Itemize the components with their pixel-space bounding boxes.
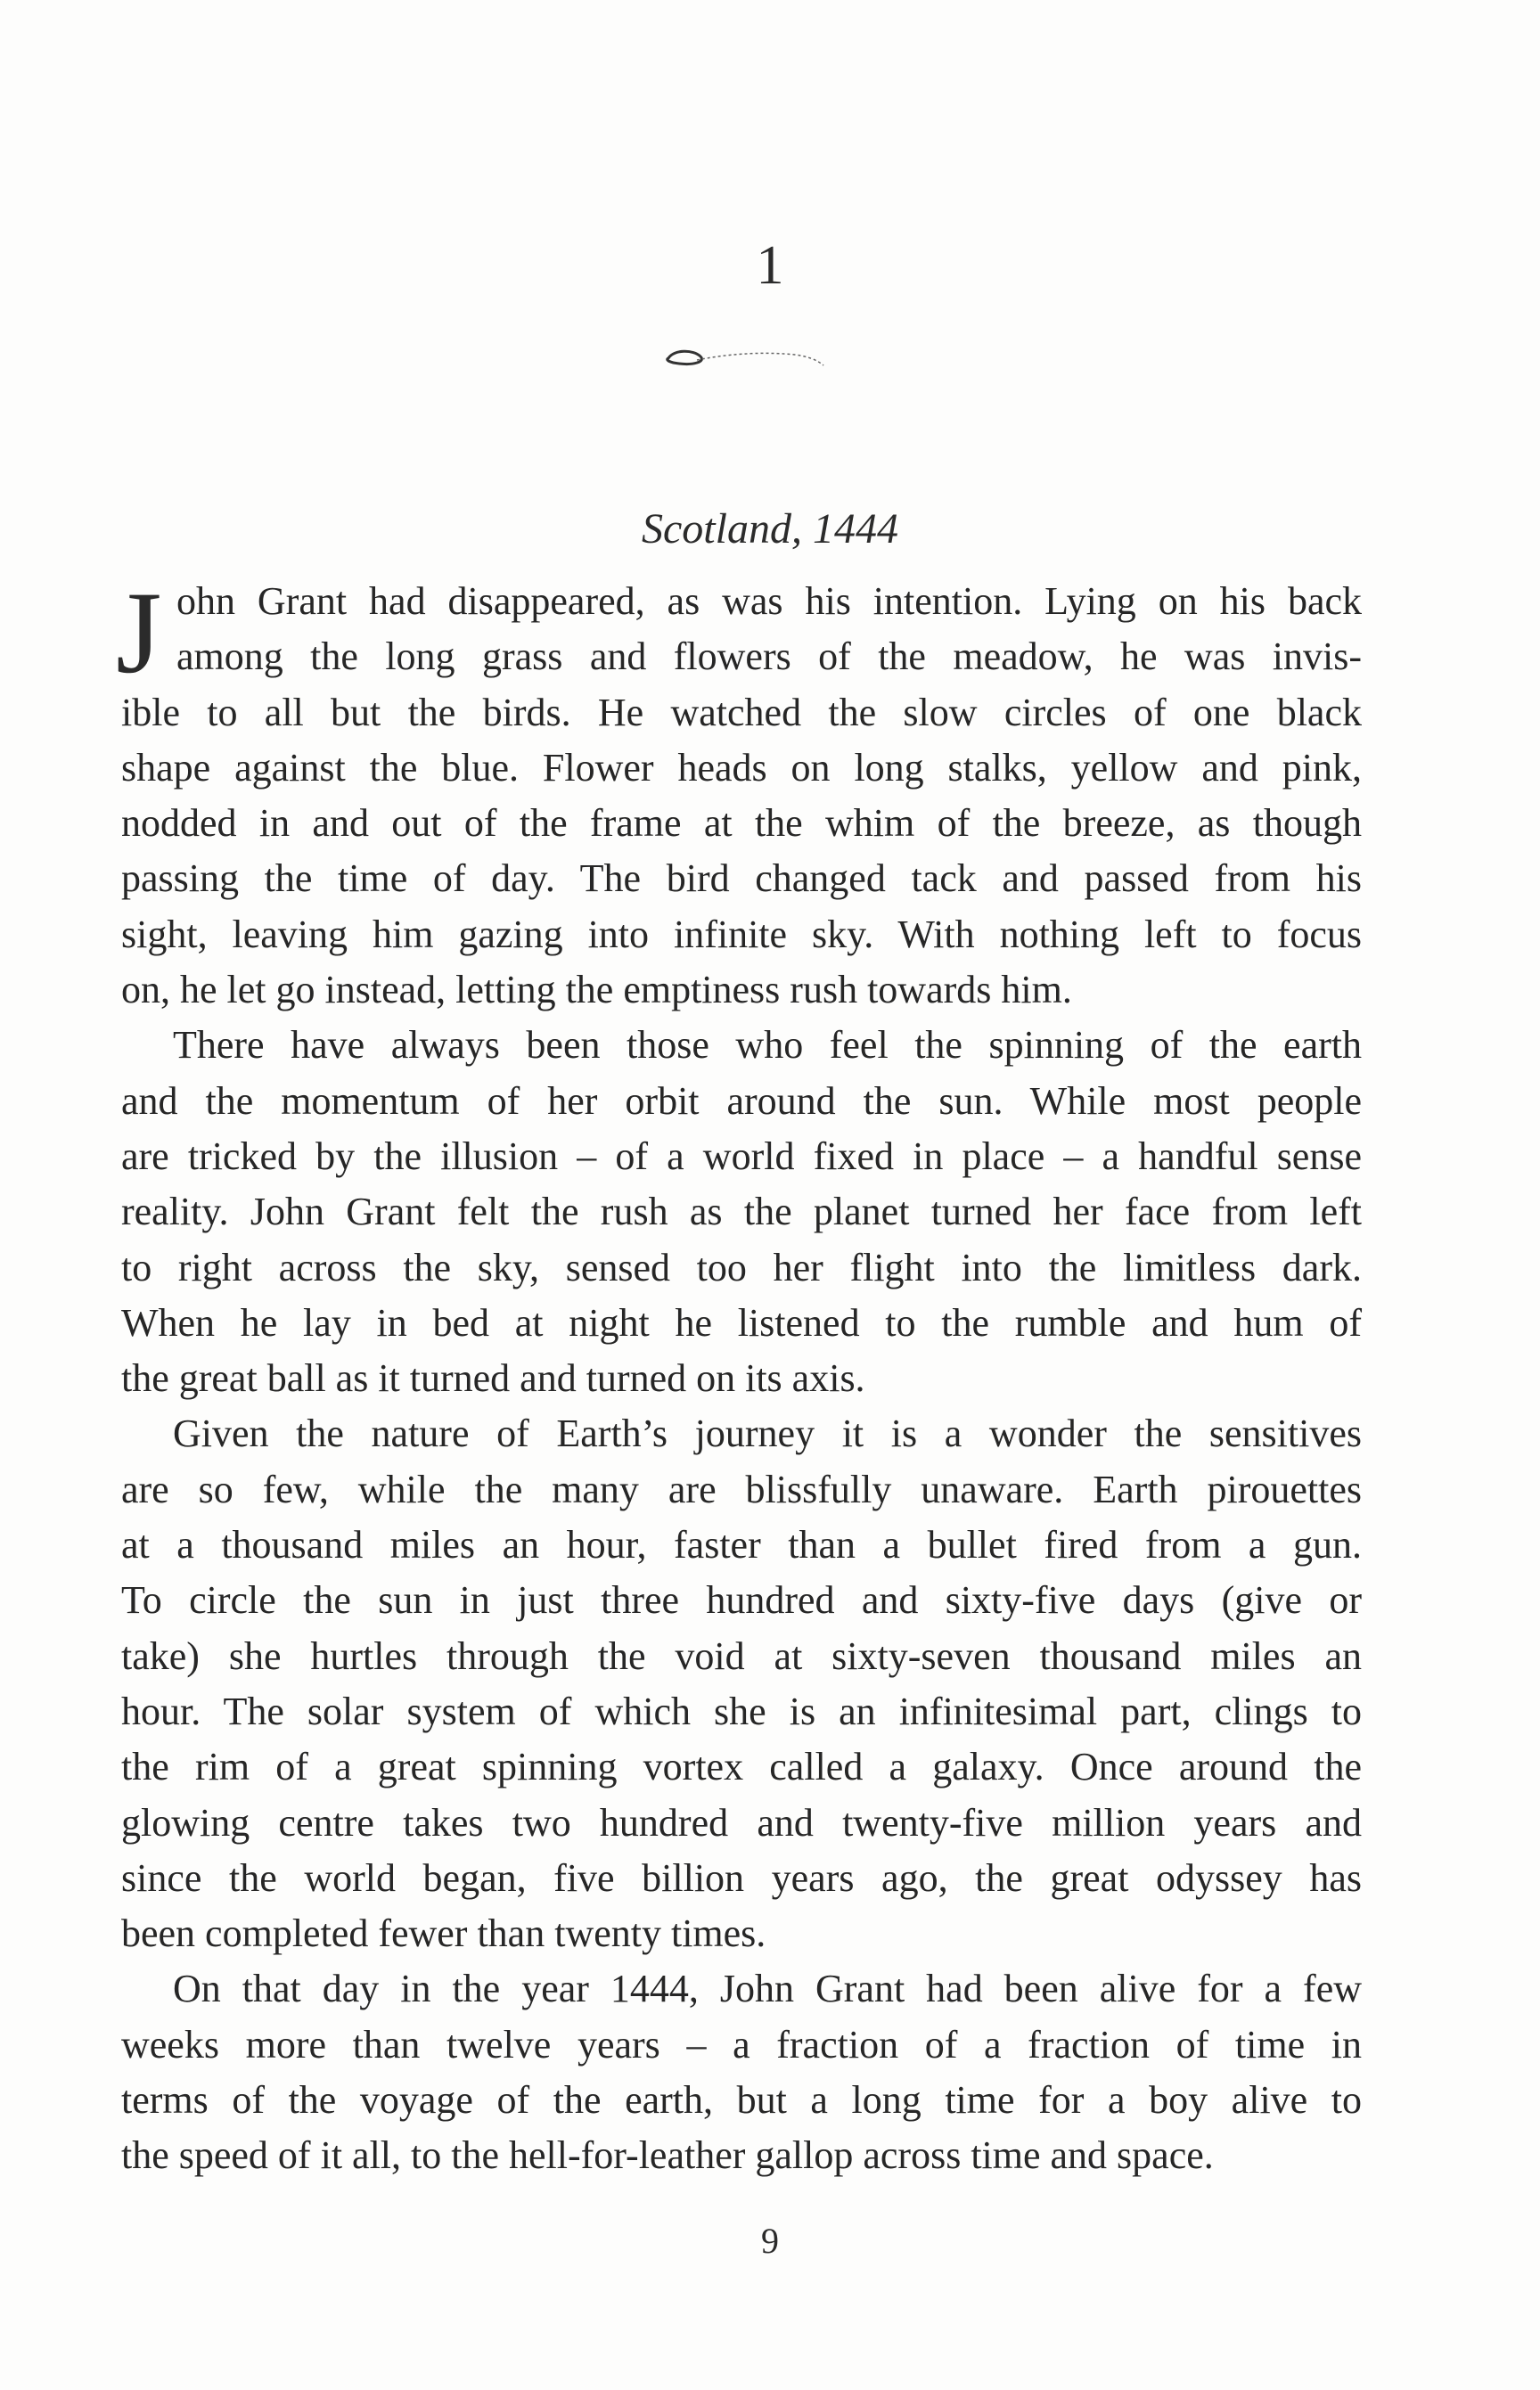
text-line: the rim of a great spinning vortex called a galaxy. Once around the <box>121 1745 1362 1789</box>
paragraph-4 <box>121 1961 1362 2183</box>
chapter-subtitle: Scotland, 1444 <box>642 505 898 552</box>
text-line: ible to all but the birds. He watched the slow circles of one black <box>121 690 1362 734</box>
text-line: sight, leaving him gazing into infinite sky. With nothing left to focus <box>121 912 1362 956</box>
text-line: been completed fewer than twenty times. <box>121 1911 766 1956</box>
text-line: to right across the sky, sensed too her flight into the limitless dark. <box>121 1245 1362 1289</box>
text-line: There have always been those who feel the spinning of the earth <box>173 1023 1362 1068</box>
chapter-number: 1 <box>756 235 784 296</box>
text-line: the great ball as it turned and turned on its axis. <box>121 1356 865 1401</box>
swash-ornament-icon <box>661 339 831 374</box>
text-line: Given the nature of Earth’s journey it is a wonder the sensitives <box>173 1412 1362 1456</box>
text-line: hour. The solar system of which she is an infinitesimal part, clings to <box>121 1689 1362 1733</box>
paragraph-1 <box>116 567 1362 1018</box>
chapter-body-text <box>116 567 1362 2184</box>
text-line: and the momentum of her orbit around the sun. While most people <box>121 1078 1362 1123</box>
text-line: terms of the voyage of the earth, but a long time for a boy alive to <box>121 2078 1362 2123</box>
text-line: nodded in and out of the frame at the whim of the breeze, as though <box>121 801 1362 846</box>
paragraph-3 <box>121 1406 1362 1961</box>
text-line: ohn Grant had disappeared, as was his intention. Lying on his back <box>176 579 1362 623</box>
text-line: On that day in the year 1444, John Grant had been alive for a few <box>173 1967 1362 2011</box>
text-line: weeks more than twelve years – a fraction of a fraction of time in <box>121 2022 1362 2067</box>
text-line: are tricked by the illusion – of a world fixed in place – a handful sense <box>121 1134 1362 1178</box>
paragraph-2 <box>121 1018 1362 1406</box>
text-line: reality. John Grant felt the rush as the planet turned her face from left <box>121 1190 1362 1234</box>
text-line: To circle the sun in just three hundred and sixty-five days (give or <box>121 1578 1362 1623</box>
text-line: are so few, while the many are blissfully unaware. Earth pirouettes <box>121 1467 1362 1511</box>
page-number: 9 <box>761 2221 779 2261</box>
text-line: on, he let go instead, letting the emptiness rush towards him. <box>121 968 1072 1012</box>
text-line: at a thousand miles an hour, faster than a bullet fired from a gun. <box>121 1523 1362 1567</box>
text-line: glowing centre takes two hundred and twenty-five million years and <box>121 1800 1362 1845</box>
text-line: take) she hurtles through the void at sixty-seven thousand miles an <box>121 1633 1362 1678</box>
text-line: shape against the blue. Flower heads on long stalks, yellow and pink, <box>121 745 1362 790</box>
text-line: passing the time of day. The bird changed tack and passed from his <box>121 856 1362 901</box>
text-line: among the long grass and flowers of the meadow, he was invis- <box>176 634 1362 679</box>
drop-cap: J <box>116 567 162 698</box>
text-line: When he lay in bed at night he listened to the rumble and hum of <box>121 1300 1362 1345</box>
text-line: the speed of it all, to the hell-for-leather gallop across time and space. <box>121 2133 1214 2178</box>
text-line: since the world began, five billion years ago, the great odyssey has <box>121 1855 1362 1900</box>
